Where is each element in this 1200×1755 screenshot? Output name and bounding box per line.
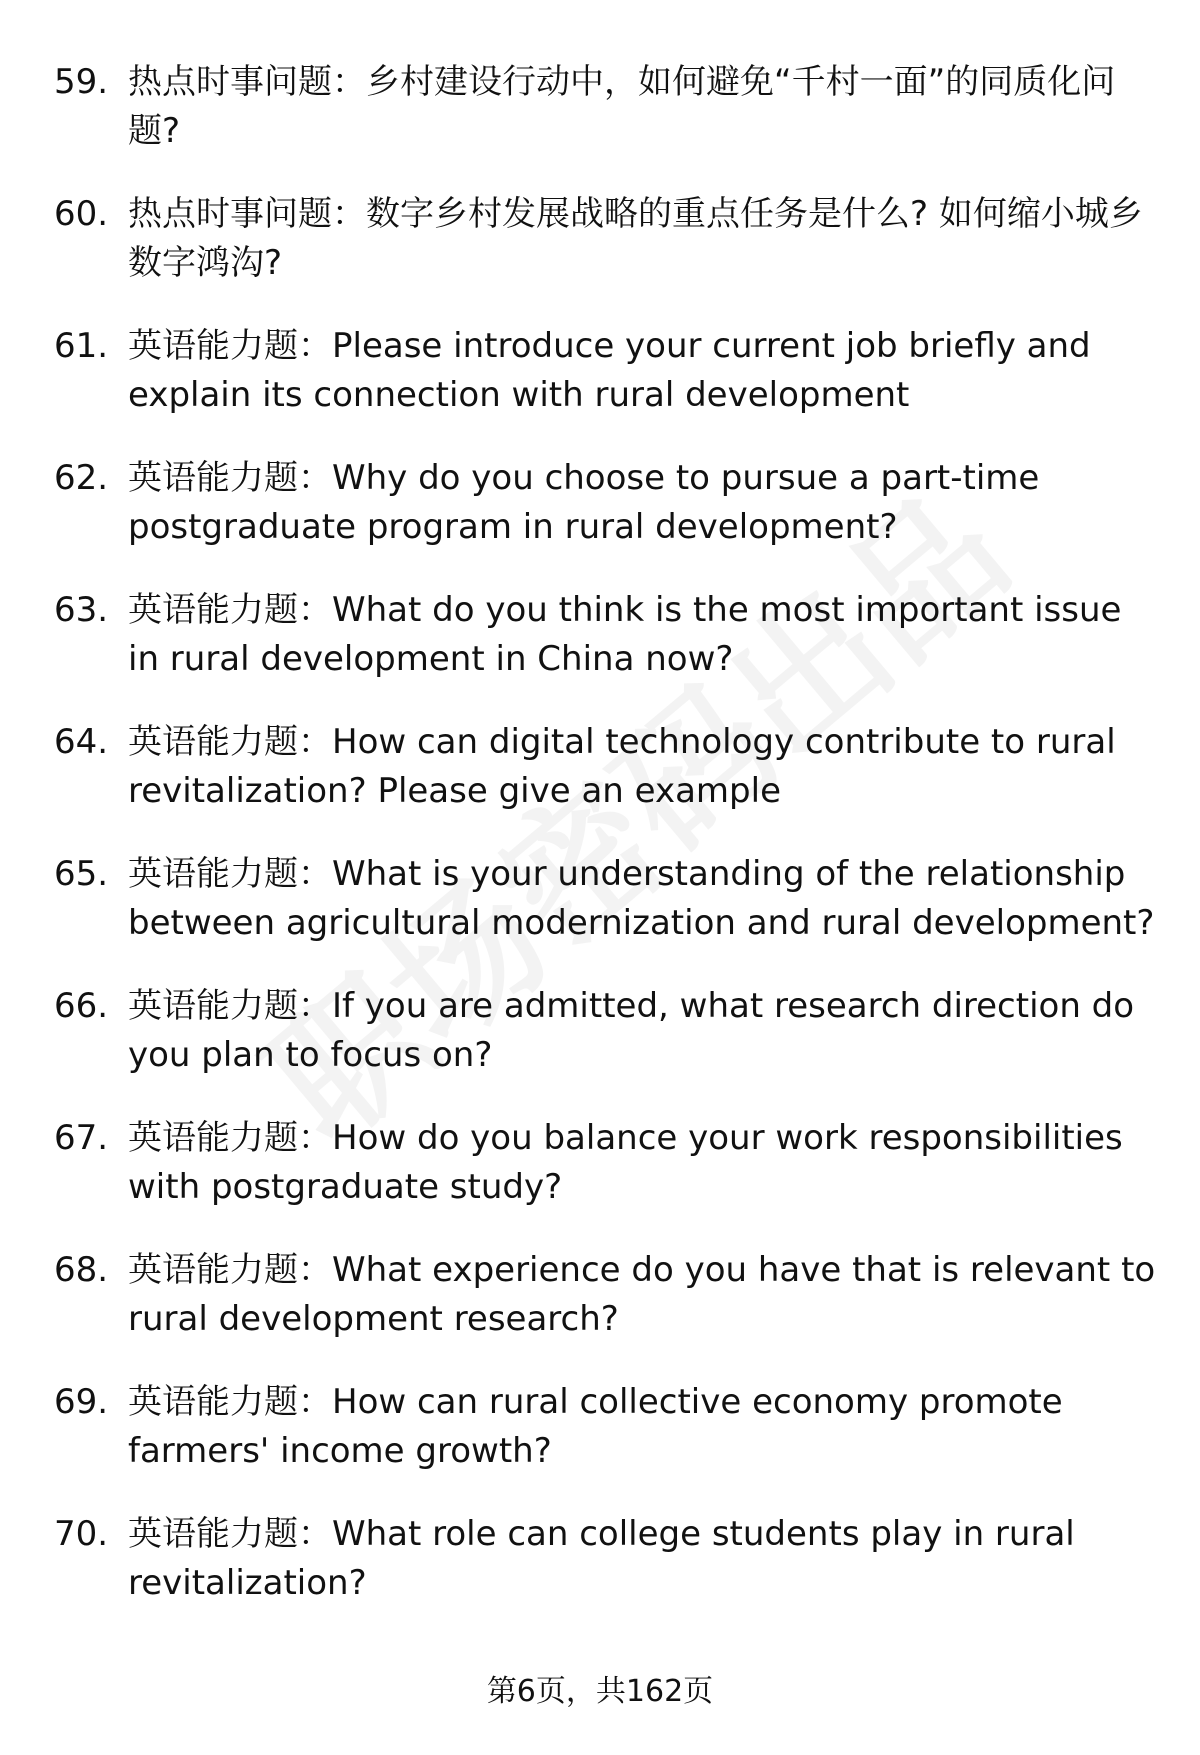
question-list xyxy=(0,58,1200,1642)
question-text: 英语能力题：How do you balance your work responsibilities with postgraduate study? xyxy=(128,1118,1123,1207)
question-text: 热点时事问题：乡村建设行动中，如何避免“千村一面”的同质化问题? xyxy=(128,62,1116,151)
question-text: 英语能力题：If you are admitted, what research direction do you plan to focus on? xyxy=(128,986,1135,1075)
page-footer: 第6页，共162页 xyxy=(486,1674,714,1709)
question-item xyxy=(0,454,1200,552)
question-item xyxy=(0,1246,1200,1344)
question-text: 英语能力题：Why do you choose to pursue a part-time postgraduate program in rural development? xyxy=(128,458,1040,547)
question-text: 英语能力题：What role can college students play in rural revitalization? xyxy=(128,1514,1075,1603)
question-text: 英语能力题：What do you think is the most important issue in rural development in China now? xyxy=(128,590,1122,679)
question-number: 61. xyxy=(54,326,109,366)
question-number: 64. xyxy=(54,722,109,762)
question-item xyxy=(0,1114,1200,1212)
question-number: 67. xyxy=(54,1118,109,1158)
question-item xyxy=(0,850,1200,948)
question-text: 英语能力题：What is your understanding of the relationship between agricultural modernization and rural development? xyxy=(128,854,1155,943)
question-item xyxy=(0,1378,1200,1476)
question-item xyxy=(0,718,1200,816)
question-text: 英语能力题：Please introduce your current job briefly and explain its connection with rural development xyxy=(128,326,1091,415)
question-item xyxy=(0,322,1200,420)
question-number: 66. xyxy=(54,986,109,1026)
question-number: 68. xyxy=(54,1250,109,1290)
question-number: 69. xyxy=(54,1382,109,1422)
question-text: 英语能力题：How can digital technology contribute to rural revitalization? Please give an example xyxy=(128,722,1116,811)
question-text: 热点时事问题：数字乡村发展战略的重点任务是什么? 如何缩小城乡数字鸿沟? xyxy=(128,194,1143,283)
question-number: 60. xyxy=(54,194,109,234)
question-item xyxy=(0,1510,1200,1608)
question-number: 70. xyxy=(54,1514,109,1554)
question-text: 英语能力题：How can rural collective economy promote farmers' income growth? xyxy=(128,1382,1063,1471)
question-number: 63. xyxy=(54,590,109,630)
question-number: 65. xyxy=(54,854,109,894)
question-item xyxy=(0,190,1200,288)
question-number: 62. xyxy=(54,458,109,498)
question-item xyxy=(0,58,1200,156)
question-text: 英语能力题：What experience do you have that is relevant to rural development research? xyxy=(128,1250,1156,1339)
question-item xyxy=(0,982,1200,1080)
question-number: 59. xyxy=(54,62,109,102)
question-item xyxy=(0,586,1200,684)
